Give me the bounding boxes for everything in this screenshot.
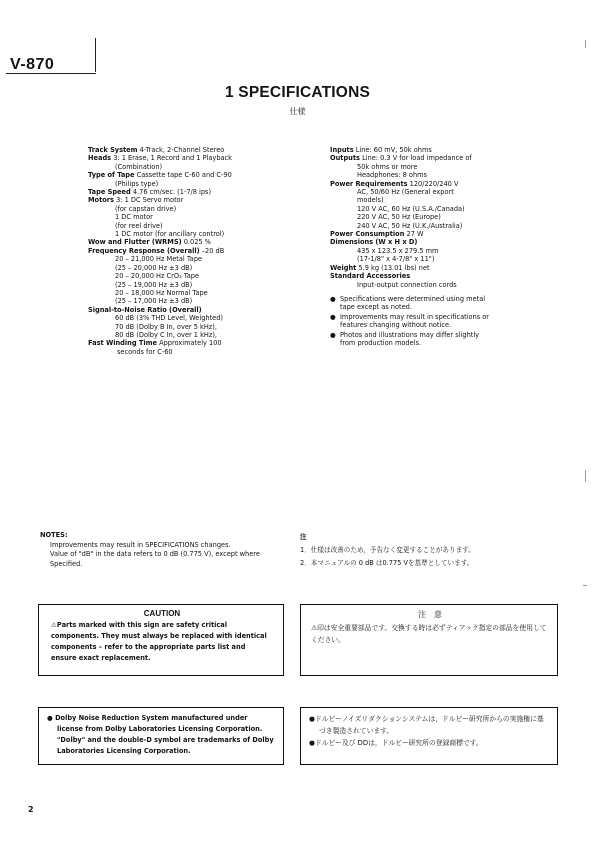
spec-line <box>330 255 495 263</box>
spec-value: (for reel drive) <box>115 221 163 230</box>
spec-line <box>88 146 308 154</box>
spec-label: Type of Tape <box>88 171 135 180</box>
spec-value: (25 – 20,000 Hz ±3 dB) <box>115 263 193 272</box>
spec-value: 120 V AC, 60 Hz (U.S.A./Canada) <box>357 204 465 213</box>
spec-line <box>88 154 308 162</box>
spec-value: 0.025 % <box>183 238 211 247</box>
spec-label: Fast Winding Time <box>88 339 157 348</box>
spec-value: –20 dB <box>201 246 225 255</box>
scan-mark <box>585 40 586 48</box>
caution-heading: CAUTION <box>143 609 181 618</box>
spec-label: Power Consumption <box>330 230 405 239</box>
scan-mark <box>583 585 587 586</box>
spec-line <box>330 272 495 280</box>
spec-line <box>88 196 308 204</box>
spec-value: 20 – 21,000 Hz Metal Tape <box>115 255 203 264</box>
spec-line <box>330 247 495 255</box>
spec-line <box>88 205 308 213</box>
spec-line <box>330 171 495 179</box>
spec-label: Track System <box>88 146 138 154</box>
notes-line-1: Improvements may result in SPECIFICATIONS changes. <box>50 540 231 549</box>
spec-line <box>88 213 308 221</box>
spec-line <box>88 188 308 196</box>
spec-value: 435 x 123.5 x 279.5 mm <box>357 246 439 255</box>
notes-line-1-jp: 1．仕様は改善のため，予告なく変更することがあります。 <box>300 546 475 554</box>
specs-left-column <box>88 146 308 356</box>
scan-mark <box>585 470 586 482</box>
spec-value: (for capstan drive) <box>115 204 177 213</box>
page-subtitle-jp: 仕様 <box>289 107 306 116</box>
spec-line <box>88 339 308 347</box>
spec-line <box>330 180 495 188</box>
note-bullet: ● Specifications were determined using metal tape except as noted. <box>330 294 486 312</box>
spec-value: Line: 0.3 V for load impedance of <box>362 154 472 163</box>
spec-value: 4-Track, 2-Channel Stereo <box>139 146 225 154</box>
spec-line <box>88 247 308 255</box>
spec-line <box>330 222 495 230</box>
spec-value: 80 dB (Dolby C In, over 1 kHz), <box>115 330 218 339</box>
spec-line <box>88 281 308 289</box>
spec-value: 120/220/240 V <box>409 179 459 188</box>
spec-value: 3: 1 Erase, 1 Record and 1 Playback <box>113 154 232 163</box>
spec-label: Inputs <box>330 146 354 154</box>
notes-line-2: Value of "dB" in the data refers to 0 dB (0.775 V), except where Specified. <box>50 550 260 568</box>
spec-value: (Philips type) <box>115 179 159 188</box>
spec-line <box>88 314 308 322</box>
spec-label: Heads <box>88 154 112 163</box>
note-bullet: ● Photos and illustrations may differ slightly from production models. <box>330 330 480 347</box>
spec-value: AC, 50/60 Hz (General export <box>357 188 454 197</box>
spec-line <box>88 230 308 238</box>
spec-line <box>88 222 308 230</box>
spec-label: Standard Accessories <box>330 272 411 281</box>
spec-label: Tape Speed <box>88 188 131 197</box>
caution-body-jp: ⚠印は安全重要部品です。交換する時は必ずティアック指定の部品を使用してください。 <box>311 624 547 644</box>
bullet-dot: ● <box>330 330 340 339</box>
spec-value: 50k ohms or more <box>357 162 418 171</box>
spec-line <box>88 180 308 188</box>
spec-value: Line: 60 mV, 50k ohms <box>355 146 432 154</box>
spec-line <box>88 255 308 263</box>
spec-value: (25 – 19,000 Hz ±3 dB) <box>115 280 193 289</box>
spec-value: (Combination) <box>115 162 163 171</box>
spec-line <box>88 272 308 280</box>
spec-line <box>330 163 495 171</box>
spec-line <box>88 331 308 339</box>
notes-line-2-jp: 2．本マニュアルの 0 dB は0.775 Vを基準としています。 <box>300 559 474 567</box>
spec-line <box>330 146 495 154</box>
caution-heading-jp: 注 意 <box>418 610 442 619</box>
spec-line <box>330 154 495 162</box>
spec-label: Signal-to-Noise Ratio (Overall) <box>88 305 202 314</box>
spec-value: 240 V AC, 50 Hz (U.K./Australia) <box>357 221 463 230</box>
spec-value: 20 – 20,000 Hz CrO₂ Tape <box>115 272 200 281</box>
spec-line <box>330 238 495 246</box>
spec-line <box>88 289 308 297</box>
notes-section <box>40 531 290 569</box>
caution-box <box>38 604 284 676</box>
spec-value: 70 dB (Dolby B In, over 5 kHz), <box>115 322 217 331</box>
spec-value: Input-output connection cords <box>357 280 457 289</box>
dolby-line-1-jp: ●ドルビーノイズリダクションシステムは，ドルビー研究所からの実施権に基づき製造されています。 <box>309 715 544 735</box>
page-number: 2 <box>28 805 34 814</box>
spec-line <box>88 171 308 179</box>
spec-line <box>88 238 308 246</box>
spec-line <box>88 163 308 171</box>
spec-value: 4.76 cm/sec. (1-7/8 ips) <box>132 188 212 197</box>
note-bullet: ● Improvements may result in specifications or features changing without notice. <box>330 312 490 330</box>
page-title: 1 SPECIFICATIONS <box>224 84 371 101</box>
spec-label: Weight <box>330 263 357 272</box>
dolby-box-jp <box>300 707 558 765</box>
spec-line <box>330 281 495 289</box>
spec-value: 20 – 18,000 Hz Normal Tape <box>115 288 208 297</box>
spec-line <box>88 297 308 305</box>
header-divider <box>95 38 96 72</box>
dolby-box <box>38 707 284 765</box>
spec-line <box>88 348 308 356</box>
notes-section-jp <box>300 531 570 570</box>
bullet-dot: ● <box>330 312 340 321</box>
spec-line <box>88 264 308 272</box>
dolby-line-2: "Dolby" and the double-D symbol are trademarks of Dolby Laboratories Licensing Corporation. <box>57 736 274 755</box>
spec-line <box>330 196 495 204</box>
spec-label: Outputs <box>330 154 360 163</box>
spec-value: Approximately 100 <box>159 339 222 348</box>
dolby-line-1: ● Dolby Noise Reduction System manufactured under license from Dolby Laboratories Licensing Corporation. <box>47 714 263 733</box>
header-underline <box>6 73 96 74</box>
spec-value: 220 V AC, 50 Hz (Europe) <box>357 213 441 222</box>
spec-value: 1 DC motor (for ancillary control) <box>115 230 225 239</box>
spec-value: 3: 1 DC Servo motor <box>116 196 184 205</box>
spec-value: 5.9 kg (13.01 lbs) net <box>358 263 430 272</box>
spec-value: models) <box>357 196 384 205</box>
spec-label: Motors <box>88 196 114 205</box>
spec-value: 1 DC motor <box>115 213 153 222</box>
spec-label: Frequency Response (Overall) <box>88 246 200 255</box>
notes-heading-jp: 注 <box>300 533 307 541</box>
spec-line <box>330 230 495 238</box>
spec-value: 27 W <box>406 230 424 239</box>
notes-heading: NOTES: <box>40 531 68 539</box>
spec-line <box>330 264 495 272</box>
specs-right-column <box>330 146 495 348</box>
spec-label: Dimensions (W x H x D) <box>330 238 418 247</box>
spec-line <box>88 323 308 331</box>
spec-value: Headphones: 8 ohms <box>357 171 427 180</box>
spec-label: Wow and Flutter (WRMS) <box>88 238 182 247</box>
spec-line <box>88 306 308 314</box>
spec-value: Cassette tape C-60 and C-90 <box>136 171 232 180</box>
spec-line <box>330 188 495 196</box>
spec-value: seconds for C-60 <box>117 347 173 356</box>
caution-body: ⚠Parts marked with this sign are safety critical components. They must always be replaced with identical components – refer to the appropriate parts list and ensure exact replacement. <box>51 621 267 662</box>
spec-line <box>330 213 495 221</box>
spec-value: (25 – 17,000 Hz ±3 dB) <box>115 297 193 306</box>
bullet-dot: ● <box>330 294 340 303</box>
model-name: V-870 <box>10 56 55 73</box>
caution-box-jp <box>300 604 558 676</box>
spec-value: (17-1/8" x 4-7/8" x 11") <box>357 255 435 264</box>
dolby-line-2-jp: ●ドルビー及び DDは，ドルビー研究所の登録商標です。 <box>309 739 483 747</box>
spec-value: 60 dB (3% THD Level, Weighted) <box>115 314 223 323</box>
spec-label: Power Requirements <box>330 179 408 188</box>
spec-line <box>330 205 495 213</box>
